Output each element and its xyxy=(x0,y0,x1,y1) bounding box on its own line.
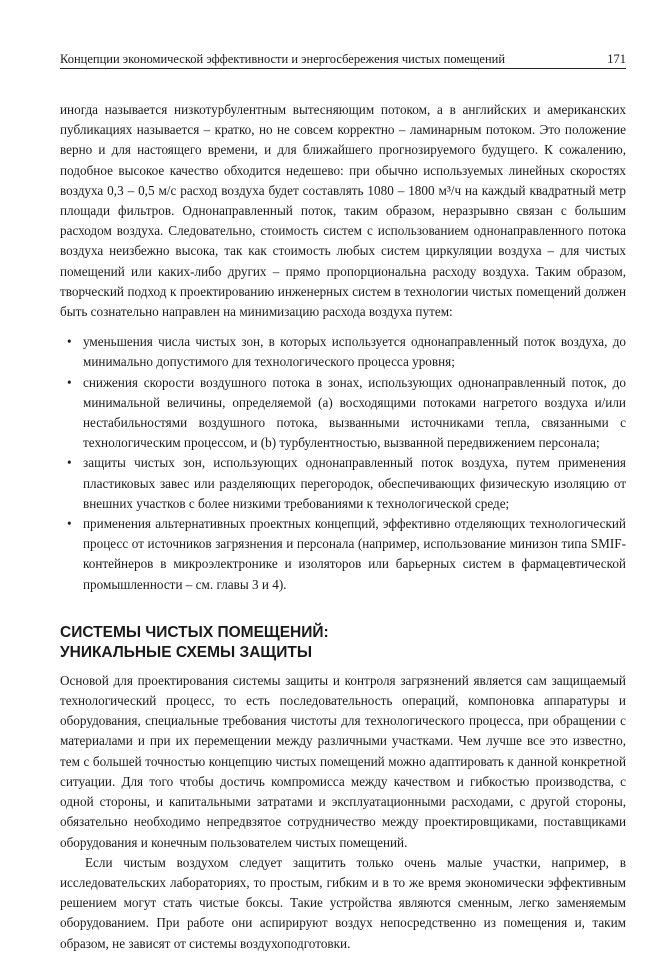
running-header xyxy=(60,50,626,69)
list-item-text: защиты чистых зон, использующих однонаправленный поток воздуха, путем применения пластиковых завес или разделяющих перегородок, обеспечивающих физическую изоляцию от внешних участков с более низкими требованиями к технологической среде; xyxy=(83,455,626,511)
section-heading-line-2: УНИКАЛЬНЫЕ СХЕМЫ ЗАЩИТЫ xyxy=(60,643,313,661)
bullet-marker: • xyxy=(67,455,72,471)
list-item-text: снижения скорости воздушного потока в зонах, использующих однонаправленный поток, до минимальной величины, определяемой (a) восходящими потоками нагретого воздуха и/или нестабильностями воздушного потока, вызванными источниками тепла, связанными с технологическим процессом, и (b) турбулентностью, вызванной передвижением персонала; xyxy=(83,374,626,451)
section-heading xyxy=(60,623,626,663)
section-heading-line-1: СИСТЕМЫ ЧИСТЫХ ПОМЕЩЕНИЙ: xyxy=(60,623,329,641)
bullet-marker: • xyxy=(67,516,72,532)
section-paragraph-2: Если чистым воздухом следует защитить только очень малые участки, например, в исследовательских лабораториях, то простым, гибким и в то же время экономически эффективным решением могут стать чистые боксы. Такие устройства являются сменным, легко заменяемым оборудованием. При работе они аспирируют воздух непосредственно из помещения и, таким образом, не зависят от системы воздухоподготовки. xyxy=(60,854,626,951)
list-item xyxy=(60,514,626,595)
bullet-marker: • xyxy=(67,374,72,390)
list-item-text: уменьшения числа чистых зон, в которых используется однонаправленный поток воздуха, до минимально допустимого для технологического процесса уровня; xyxy=(83,334,626,370)
list-item xyxy=(60,332,626,372)
intro-paragraph: иногда называется низкотурбулентным вытесняющим потоком, а в английских и американских публикациях называется – кратко, но не совсем корректно – ламинарным потоком. Это положение верно и для настоящего времени, и для ближайшего прогнозируемого будущего. К сожалению, подобное высокое качество обходится недешево: при обычно используемых линейных скоростях воздуха 0,3 – 0,5 м/с расход воздуха будет составлять 1080 – 1800 м³/ч на каждый квадратный метр площади фильтров. Однонаправленный поток, таким образом, неразрывно связан с большим расходом воздуха. Следовательно, стоимость систем с использованием однонаправленного потока воздуха неизбежно высока, так как стоимость любых систем циркуляции воздуха – для чистых помещений или каких-либо других – прямо пропорциональна расходу воздуха. Таким образом, творческий подход к проектированию инженерных систем в технологии чистых помещений должен быть сознательно направлен на минимизацию расхода воздуха путем: xyxy=(60,102,626,320)
section-paragraph-1: Основой для проектирования системы защиты и контроля загрязнений является сам защищаемый технологический процесс, то есть последовательность операций, компоновка аппаратуры и оборудования, специальные требования чистоты для технологического процесса, при обращении с материалами и при их перемещении между различными участками. Чем лучше все это известно, тем с большей точностью концепцию чистых помещений можно адаптировать к данной конкретной ситуации. Для того чтобы достичь компромисса между качеством и гибкостью производства, с одной стороны, и капитальными затратами и эксплуатационными расходами, с другой стороны, обязательно необходимо непредвзятое сотрудничество между проектировщиками, поставщиками оборудования и конечным пользователем чистых помещений. xyxy=(60,672,626,850)
list-item-text: применения альтернативных проектных концепций, эффективно отделяющих технологический процесс от источников загрязнения и персонала (например, использование минизон типа SMIF-контейнеров в микроэлектронике и изоляторов или барьерных систем в фармацевтической промышленности – см. главы 3 и 4). xyxy=(83,516,626,592)
list-item xyxy=(60,373,626,454)
page-number: 171 xyxy=(607,52,626,66)
running-header-title: Концепции экономической эффективности и энергосбережения чистых помещений xyxy=(60,52,506,66)
bullet-marker: • xyxy=(67,334,72,350)
list-item xyxy=(60,453,626,514)
page-body xyxy=(60,100,626,954)
bullet-list xyxy=(60,332,626,595)
